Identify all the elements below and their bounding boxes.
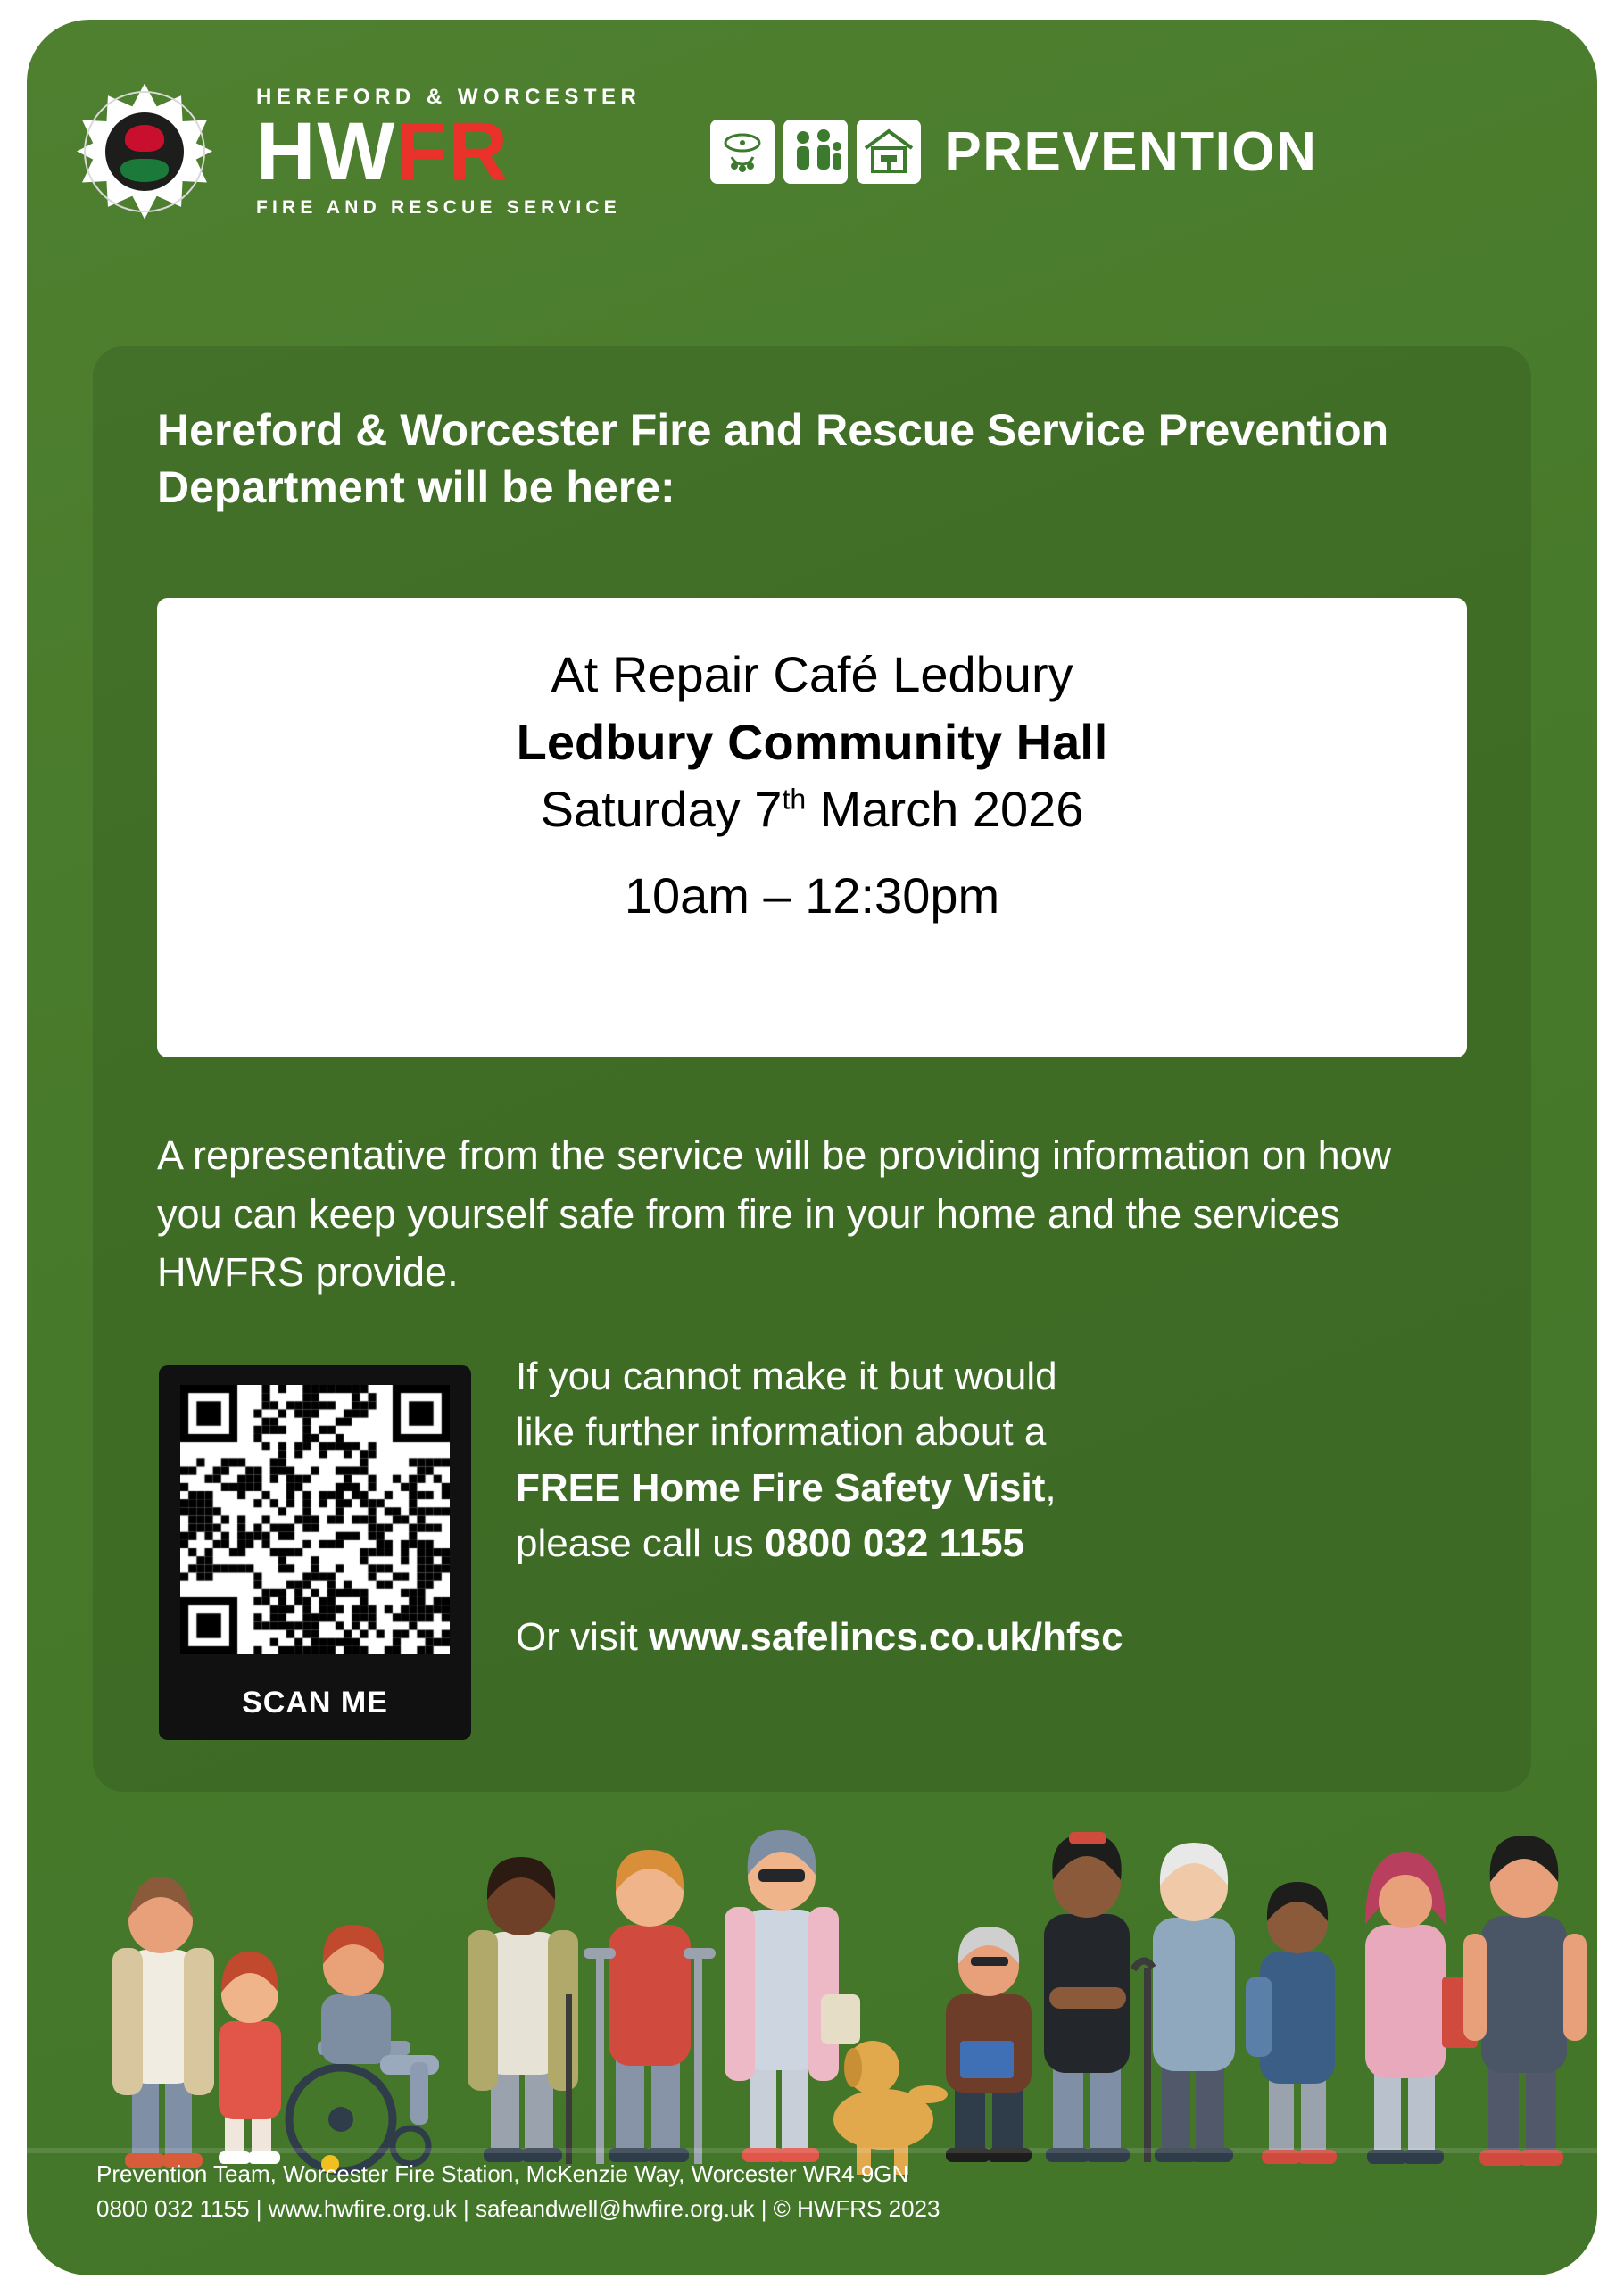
wordmark-bottom-line: FIRE AND RESCUE SERVICE bbox=[256, 196, 621, 218]
body-paragraph: A representative from the service will be providing information on how you can keep yourself safe from fire in your home and the services HWFRS provide. bbox=[157, 1132, 1392, 1296]
person-cane-1 bbox=[468, 1857, 578, 2164]
poster-header bbox=[71, 71, 1535, 232]
event-time: 10am – 12:30pm bbox=[624, 866, 1000, 924]
prevention-icon-group bbox=[710, 120, 921, 184]
prevention-label: PREVENTION bbox=[944, 120, 1318, 183]
prevention-block bbox=[710, 120, 1317, 184]
person-crutches bbox=[584, 1850, 716, 2164]
guide-dog bbox=[833, 2041, 948, 2175]
event-at-line: At Repair Café Ledbury bbox=[551, 646, 1073, 702]
event-venue: Ledbury Community Hall bbox=[516, 713, 1108, 770]
wordmark-hwfr: H W F R bbox=[256, 106, 510, 198]
person-student-backpack bbox=[1246, 1882, 1337, 2164]
contact-phone-line: please call us 0800 032 1155 bbox=[516, 1521, 1025, 1566]
smoke-alarm-icon bbox=[710, 120, 775, 184]
qr-code-image[interactable] bbox=[180, 1385, 450, 1654]
website-url: www.safelincs.co.uk/hfsc bbox=[649, 1614, 1123, 1659]
headline-text: Hereford & Worcester Fire and Rescue Service Prevention Department will be here: bbox=[157, 405, 1389, 512]
contact-line-1: If you cannot make it but would bbox=[516, 1355, 1057, 1398]
scan-me-label: SCAN ME bbox=[242, 1686, 388, 1720]
phone-number: 0800 032 1155 bbox=[764, 1521, 1025, 1566]
qr-code-block[interactable] bbox=[159, 1365, 471, 1740]
wordmark-top-line: HEREFORD & WORCESTER bbox=[256, 85, 642, 110]
footer-text bbox=[96, 2157, 1488, 2226]
event-details-card bbox=[157, 598, 1467, 1057]
contact-line-2: like further information about a bbox=[516, 1410, 1047, 1455]
footer-line-2: 0800 032 1155 | www.hwfire.org.uk | safeandwell@hwfire.org.uk | © HWFRS 2023 bbox=[96, 2195, 940, 2222]
person-child-left bbox=[219, 1952, 281, 2164]
person-adult-left bbox=[112, 1877, 214, 2168]
contact-website-line[interactable]: Or visit www.safelincs.co.uk/hfsc bbox=[516, 1614, 1123, 1659]
family-safety-icon bbox=[783, 120, 848, 184]
contact-line-3: FREE Home Fire Safety Visit, bbox=[516, 1465, 1056, 1510]
person-seated-book bbox=[946, 1927, 1032, 2162]
ground-line bbox=[27, 2148, 1597, 2153]
person-walking-stick bbox=[1133, 1843, 1235, 2162]
people-illustration bbox=[27, 1727, 1597, 2200]
hwfr-wordmark bbox=[256, 85, 641, 218]
contact-text-block bbox=[516, 1349, 1462, 1665]
person-hijab bbox=[1365, 1852, 1478, 2164]
event-date: Saturday 7th March 2026 bbox=[540, 781, 1084, 838]
hwfrs-crest-icon bbox=[71, 79, 219, 226]
home-hazard-icon bbox=[857, 120, 921, 184]
person-tattoos bbox=[1463, 1836, 1587, 2166]
footer-line-1: Prevention Team, Worcester Fire Station, McKenzie Way, Worcester WR4 9GN bbox=[96, 2160, 909, 2187]
person-arms-folded bbox=[1044, 1832, 1130, 2162]
people-illustration-svg bbox=[27, 1727, 1597, 2200]
person-wheelchair bbox=[289, 1925, 439, 2173]
